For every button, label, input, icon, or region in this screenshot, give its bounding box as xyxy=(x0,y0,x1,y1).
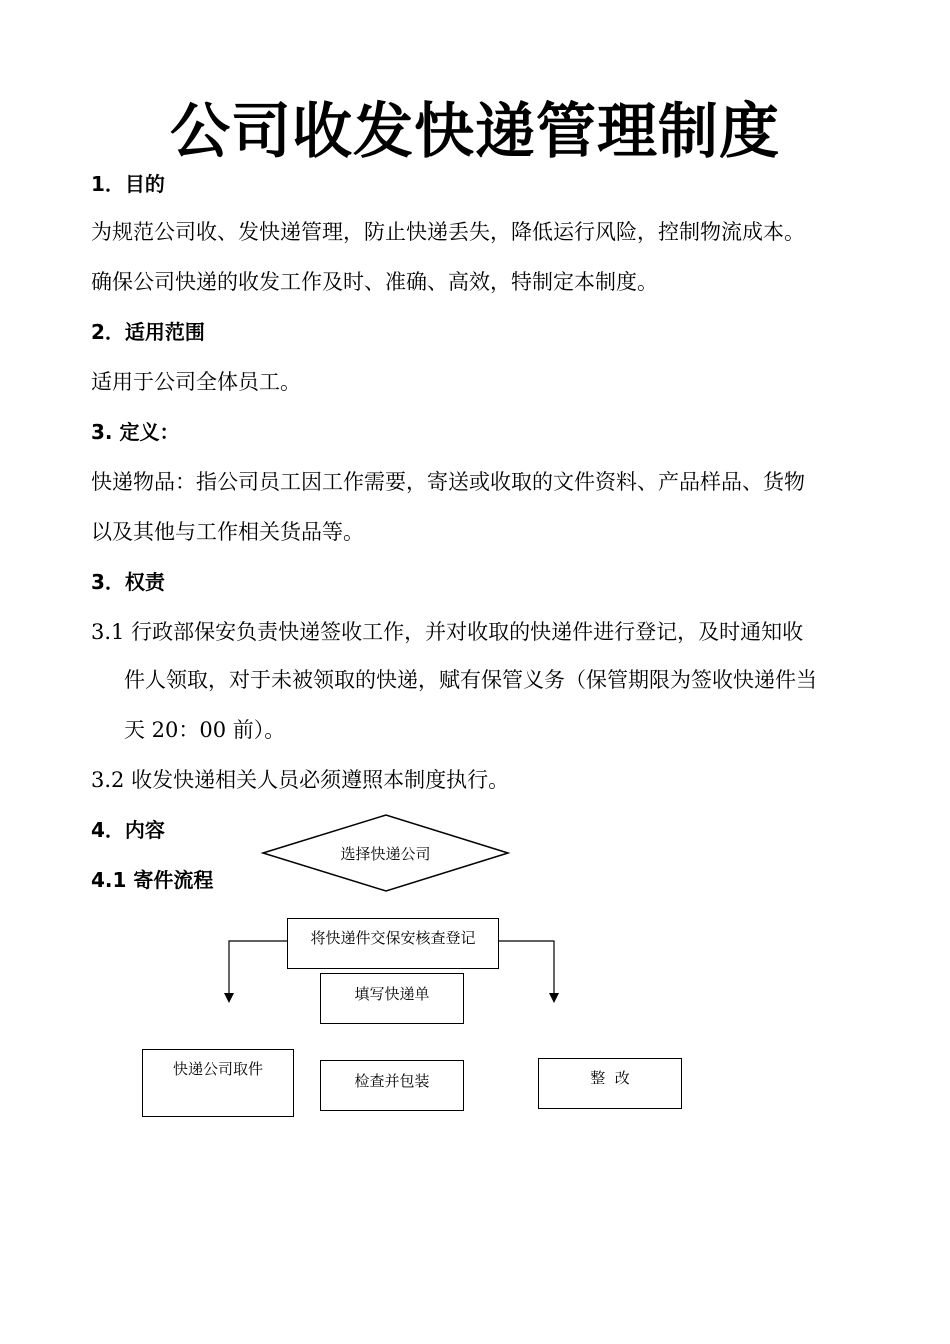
handover-register-box: 将快递件交保安核查登记 xyxy=(287,918,499,969)
courier-pickup-box: 快递公司取件 xyxy=(142,1049,294,1117)
check-pack-box: 检查并包装 xyxy=(320,1060,464,1111)
definition-text-line-2: 以及其他与工作相关货品等。 xyxy=(91,520,364,544)
section-content-heading: 4．内容 xyxy=(91,818,165,842)
section-responsibility-heading: 3．权责 xyxy=(91,570,165,594)
responsibility-3-2: 3.2 收发快递相关人员必须遵照本制度执行。 xyxy=(91,768,510,792)
responsibility-3-1-line-1: 3.1 行政部保安负责快递签收工作，并对收取的快递件进行登记，及时通知收 xyxy=(91,620,804,644)
scope-text: 适用于公司全体员工。 xyxy=(91,370,301,394)
select-company-label: 选择快递公司 xyxy=(340,845,431,863)
connector-right xyxy=(498,941,554,995)
definition-text-line-1: 快递物品：指公司员工因工作需要，寄送或收取的文件资料、产品样品、货物 xyxy=(91,470,805,494)
purpose-text-line-1: 为规范公司收、发快递管理，防止快递丢失，降低运行风险，控制物流成本。 xyxy=(91,220,805,244)
page-title: 公司收发快递管理制度 xyxy=(170,97,780,167)
arrowhead-right xyxy=(549,993,559,1003)
connector-left xyxy=(229,941,288,995)
arrowhead-left xyxy=(224,993,234,1003)
section-definition-heading: 3. 定义： xyxy=(91,420,180,444)
purpose-text-line-2: 确保公司快递的收发工作及时、准确、高效，特制定本制度。 xyxy=(91,270,658,294)
section-scope-heading: 2．适用范围 xyxy=(91,320,205,344)
responsibility-3-1-line-2: 件人领取，对于未被领取的快递，赋有保管义务（保管期限为签收快递件当 xyxy=(124,668,817,692)
responsibility-3-1-line-3: 天 20：00 前）。 xyxy=(124,718,286,742)
rectify-box: 整 改 xyxy=(538,1058,682,1109)
section-purpose-heading: 1．目的 xyxy=(91,172,165,196)
fill-waybill-box: 填写快递单 xyxy=(320,973,464,1024)
send-process-heading: 4.1 寄件流程 xyxy=(91,868,214,892)
